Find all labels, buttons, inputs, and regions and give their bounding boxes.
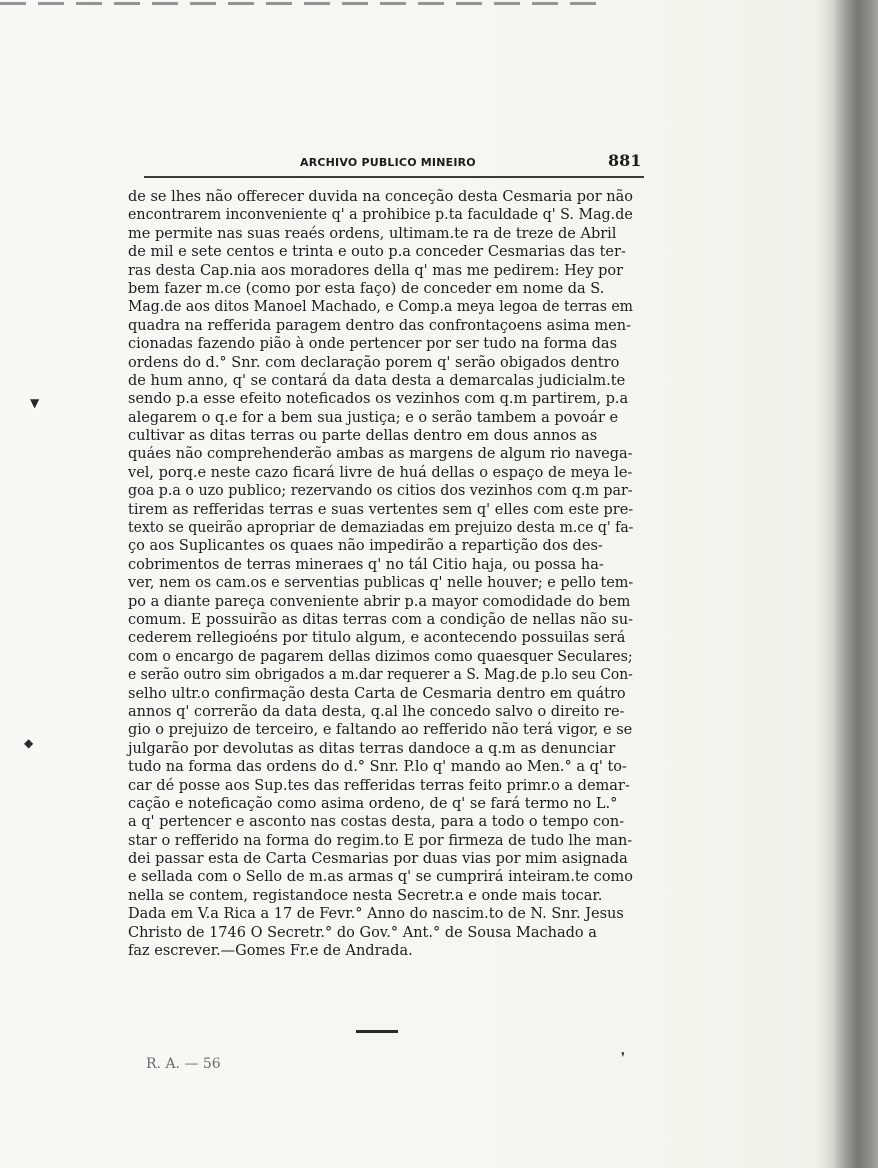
text-line: quadra na refferida paragem dentro das confrontaçoens asima men- xyxy=(128,317,631,334)
text-line: de hum anno, q' se contará da data desta a demarcalas judicialm.te xyxy=(128,372,626,389)
text-line: nella se contem, registandoce nesta Secretr.a e onde mais tocar. xyxy=(128,887,603,904)
text-line: dei passar esta de Carta Cesmarias por duas vias por mim asignada xyxy=(128,851,628,868)
text-line: po a diante pareça conveniente abrir p.a mayor comodidade do bem xyxy=(128,593,631,610)
text-line: alegarem o q.e for a bem sua justiça; e o serão tambem a povoár e xyxy=(128,409,619,426)
text-line: encontrarem inconveniente q' a prohibice p.ta faculdade q' S. Mag.de xyxy=(128,207,633,224)
text-line: annos q' correrão da data desta, q.al lhe concedo salvo o direito re- xyxy=(128,703,625,720)
text-line: quáes não comprehenderão ambas as margens de algum rio navega- xyxy=(128,446,633,463)
text-line: Christo de 1746 O Secretr.° do Gov.° Ant.° de Sousa Machado a xyxy=(128,924,597,941)
text-line: com o encargo de pagarem dellas dizimos como quaesquer Seculares; xyxy=(128,648,633,665)
text-line: de mil e sete centos e trinta e outo p.a conceder Cesmarias das ter- xyxy=(128,244,626,261)
text-line: selho ultr.o confirmação desta Carta de Cesmaria dentro em quátro xyxy=(128,685,626,702)
text-line: comum. E possuirão as ditas terras com a condição de nellas não su- xyxy=(128,611,634,628)
end-rule xyxy=(356,1030,398,1033)
footer-signature-mark: R. A. — 56 xyxy=(146,1056,221,1072)
text-line: bem fazer m.ce (como por esta faço) de conceder em nome da S. xyxy=(128,280,605,297)
text-line: ras desta Cap.nia aos moradores della q' mas me pedirem: Hey por xyxy=(128,262,624,279)
text-line: cederem rellegioéns por titulo algum, e acontecendo possuilas será xyxy=(128,630,626,647)
text-line: faz escrever.—Gomes Fr.e de Andrada. xyxy=(128,943,413,960)
text-line: ver, nem os cam.os e serventias publicas q' nelle houver; e pello tem- xyxy=(128,575,634,592)
body-text xyxy=(128,188,633,960)
margin-mark-left-upper: ▼ xyxy=(30,396,40,410)
text-line: cobrimentos de terras mineraes q' no tál Citio haja, ou possa ha- xyxy=(128,556,604,573)
text-line: ordens do d.° Snr. com declaração porem q' serão obigados dentro xyxy=(128,354,620,371)
text-line: tudo na forma das ordens do d.° Snr. P.lo q' mando ao Men.° a q' to- xyxy=(128,759,627,776)
text-line: julgarão por devolutas as ditas terras dandoce a q.m as denunciar xyxy=(128,740,616,757)
margin-mark-right: ❜ xyxy=(621,1050,625,1064)
text-line: e serão outro sim obrigados a m.dar requerer a S. Mag.de p.lo seu Con- xyxy=(128,667,633,684)
text-line: ço aos Suplicantes os quaes não impedirão a repartição dos des- xyxy=(128,538,603,555)
book-binding-shadow xyxy=(818,0,878,1168)
text-line: vel, porq.e neste cazo ficará livre de huá dellas o espaço de meya le- xyxy=(128,464,633,481)
text-line: tirem as refferidas terras e suas vertentes sem q' elles com este pre- xyxy=(128,501,634,518)
text-line: me permite nas suas reaés ordens, ultimam.te ra de treze de Abril xyxy=(128,225,617,242)
page-number: 881 xyxy=(608,151,642,170)
text-line: e sellada com o Sello de m.as armas q' se cumprirá inteiram.te como xyxy=(128,869,633,886)
text-line: goa p.a o uzo publico; rezervando os citios dos vezinhos com q.m par- xyxy=(128,483,633,500)
text-line: star o refferido na forma do regim.to E por firmeza de tudo lhe man- xyxy=(128,832,633,849)
text-line: cionadas fazendo pião à onde pertencer por ser tudo na forma das xyxy=(128,336,618,353)
text-line: cação e noteficação como asima ordeno, de q' se fará termo no L.° xyxy=(128,795,618,812)
text-line: a q' pertencer e asconto nas costas desta, para a todo o tempo con- xyxy=(128,814,625,831)
text-line: Mag.de aos ditos Manoel Machado, e Comp.a meya legoa de terras em xyxy=(128,299,633,316)
top-dashed-edge xyxy=(0,2,600,5)
text-line: de se lhes não offerecer duvida na conceção desta Cesmaria por não xyxy=(128,189,633,205)
text-line: car dé posse aos Sup.tes das refferidas terras feito primr.o a demar- xyxy=(128,777,630,794)
running-header-title: ARCHIVO PUBLICO MINEIRO xyxy=(300,156,476,169)
text-line: sendo p.a esse efeito noteficados os vezinhos com q.m partirem, p.a xyxy=(128,391,629,408)
text-line: texto se queirão apropriar de demaziadas em prejuizo desta m.ce q' fa- xyxy=(128,520,634,537)
margin-mark-left-lower: ◆ xyxy=(24,736,34,750)
text-line: Dada em V.a Rica a 17 de Fevr.° Anno do nascim.to de N. Snr. Jesus xyxy=(128,906,624,923)
header-rule xyxy=(144,176,644,178)
text-line: gio o prejuizo de terceiro, e faltando ao refferido não terá vigor, e se xyxy=(128,722,633,739)
text-line: cultivar as ditas terras ou parte dellas dentro em dous annos as xyxy=(128,428,598,445)
